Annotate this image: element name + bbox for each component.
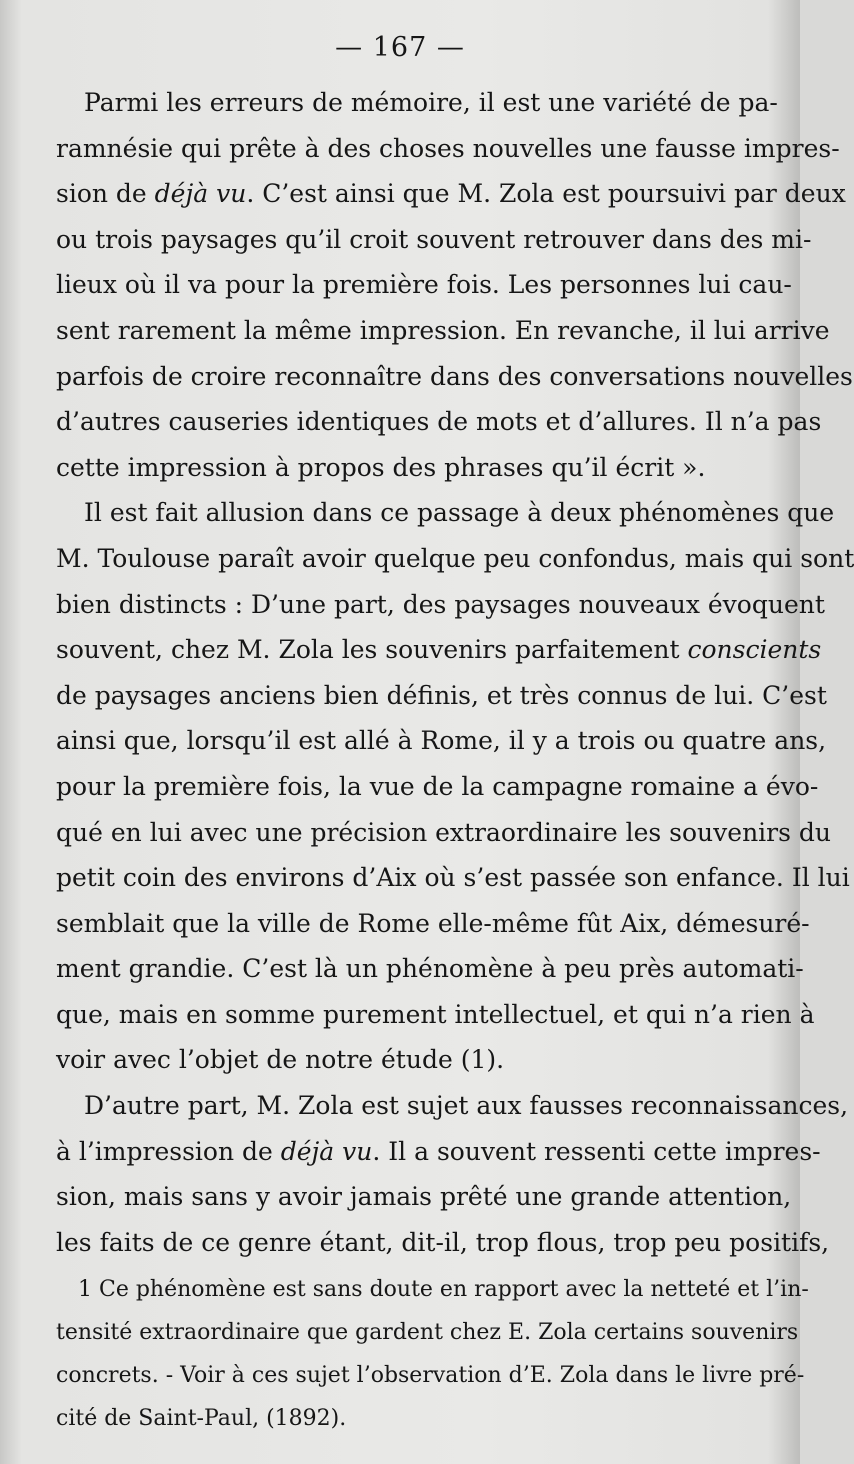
footnote-line: tensité extraordinaire que gardent chez E. Zola certains souvenirs	[56, 1320, 799, 1345]
text-line: ou trois paysages qu’il croit souvent retrouver dans des mi-	[56, 224, 812, 254]
body-text	[56, 80, 854, 1265]
text-line: qué en lui avec une précision extraordinaire les souvenirs du	[56, 817, 831, 847]
text-line: voir avec l’objet de notre étude (1).	[56, 1045, 505, 1075]
text-line: cette impression à propos des phrases qu’il écrit ».	[56, 452, 706, 482]
text-line: bien distincts : D’une part, des paysages nouveaux évoquent	[56, 589, 825, 619]
page-number: — 167 —	[335, 32, 465, 63]
text-line: Il est fait allusion dans ce passage à deux phénomènes que	[84, 498, 835, 528]
text-line: les faits de ce genre étant, dit-il, trop flous, trop peu positifs,	[56, 1227, 830, 1257]
text-line: sion de déjà vu. C’est ainsi que M. Zola est poursuivi par deux	[56, 179, 846, 209]
text-line: sent rarement la même impression. En revanche, il lui arrive	[56, 315, 830, 345]
text-line: parfois de croire reconnaître dans des conversations nouvelles	[56, 361, 853, 391]
text-line: ment grandie. C’est là un phénomène à peu près automati-	[56, 954, 804, 984]
text-line: petit coin des environs d’Aix où s’est passée son enfance. Il lui	[56, 863, 850, 893]
text-line: sion, mais sans y avoir jamais prêté une grande attention,	[56, 1182, 792, 1212]
text-line: que, mais en somme purement intellectuel, et qui n’a rien à	[56, 999, 815, 1029]
text-line: M. Toulouse paraît avoir quelque peu confondus, mais qui sont	[56, 543, 854, 573]
text-line: à l’impression de déjà vu. Il a souvent ressenti cette impres-	[56, 1136, 821, 1166]
text-line: lieux où il va pour la première fois. Les personnes lui cau-	[56, 270, 792, 300]
text-line: D’autre part, M. Zola est sujet aux fausses reconnaissances,	[84, 1091, 849, 1121]
text-line: ainsi que, lorsqu’il est allé à Rome, il y a trois ou quatre ans,	[56, 726, 827, 756]
text-line: d’autres causeries identiques de mots et d’allures. Il n’a pas	[56, 407, 822, 437]
text-line: ramnésie qui prête à des choses nouvelles une fausse impres-	[56, 133, 840, 163]
text-line: de paysages anciens bien définis, et très connus de lui. C’est	[56, 680, 827, 710]
text-line: semblait que la ville de Rome elle-même fût Aix, démesuré-	[56, 908, 810, 938]
paragraph-2	[56, 490, 854, 1083]
paragraph-3	[56, 1083, 849, 1265]
footnote-line: 1 Ce phénomène est sans doute en rapport avec la netteté et l’in-	[78, 1277, 809, 1302]
text-line: pour la première fois, la vue de la campagne romaine a évo-	[56, 771, 819, 801]
footnote-line: cité de Saint-Paul, (1892).	[56, 1406, 347, 1431]
footnote-line: concrets. - Voir à ces sujet l’observation d’E. Zola dans le livre pré-	[56, 1363, 805, 1388]
text-line: Parmi les erreurs de mémoire, il est une variété de pa-	[84, 88, 778, 117]
text-line: souvent, chez M. Zola les souvenirs parfaitement conscients	[56, 635, 822, 665]
paragraph-1	[56, 80, 853, 490]
footnote	[56, 1268, 809, 1440]
